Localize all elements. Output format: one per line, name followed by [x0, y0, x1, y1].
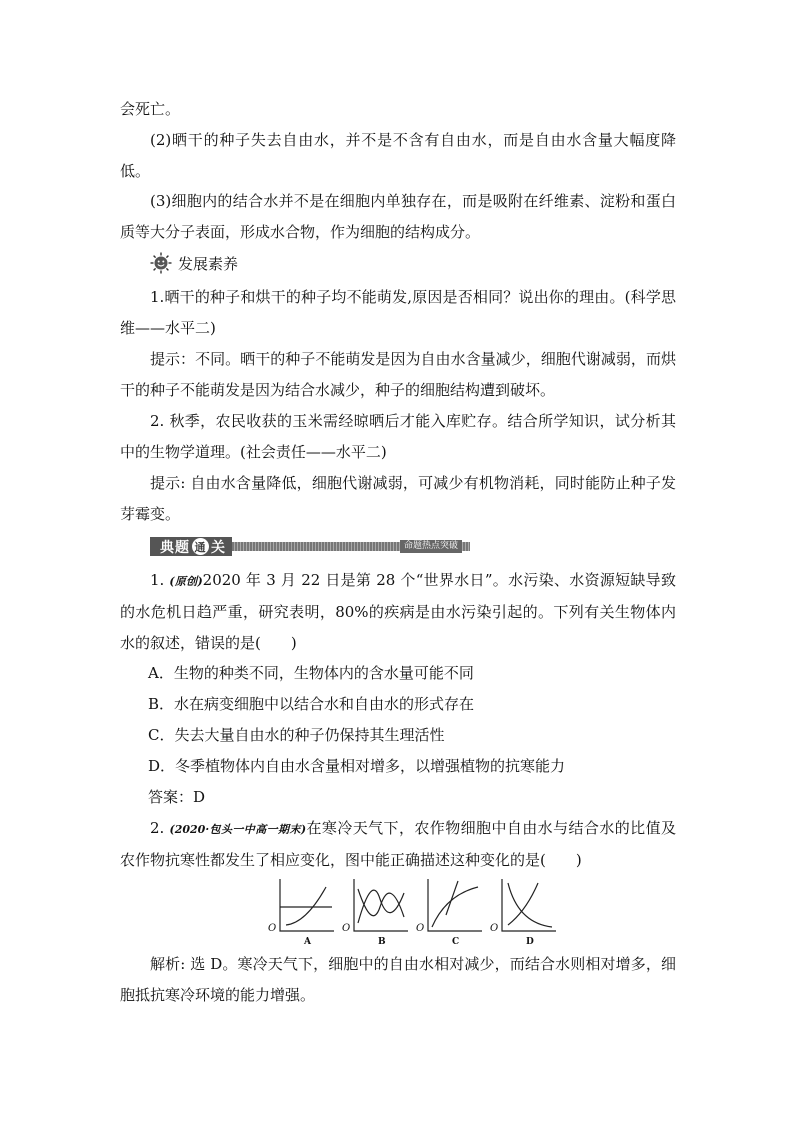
graph-a [268, 877, 336, 947]
graph-c-label: C [452, 937, 460, 947]
intro-line: 会死亡。 [120, 100, 181, 118]
banner-bar [232, 542, 470, 551]
graph-b-label: B [378, 937, 386, 947]
banner-title [150, 537, 232, 556]
section-banner [150, 537, 470, 556]
graph-d [490, 877, 558, 947]
graph-b [342, 877, 410, 947]
question-2-analysis: 解析: 选 D。寒冷天气下，细胞中的自由水相对减少，而结合水则相对增多，细胞抵抗寒冷环境的能力增强。 [120, 955, 676, 1004]
question-2-number: 2. [150, 819, 170, 837]
graph-a-origin: O [268, 923, 277, 934]
question-1-option-b: B．水在病变细胞中以结合水和自由水的形式存在 [148, 695, 475, 713]
development-heading [150, 252, 238, 274]
question-1-answer: 答案：D [148, 788, 206, 806]
question-1-option-a: A．生物的种类不同，生物体内的含水量可能不同 [148, 664, 474, 682]
question-2-text: 在寒冷天气下，农作物细胞中自由水与结合水的比值及农作物抗寒性都发生了相应变化，图中能正确描述这种变化的是( ) [120, 819, 676, 869]
graph-b-origin: O [342, 923, 351, 934]
question-1-option-c: C．失去大量自由水的种子仍保持其生理活性 [148, 726, 445, 744]
smiley-sun-icon [150, 252, 172, 274]
option-graphs [268, 877, 558, 947]
banner-circle-char: 通 [192, 538, 209, 555]
question-1-source: (原创) [169, 575, 203, 588]
development-question-1: 1.晒干的种子和烘干的种子均不能萌发,原因是否相同？说出你的理由。(科学思维——水平二) [120, 288, 676, 337]
development-hint-1: 提示：不同。晒干的种子不能萌发是因为自由水含量减少，细胞代谢减弱，而烘干的种子不能萌发是因为结合水减少，种子的细胞结构遭到破坏。 [120, 350, 676, 399]
question-2-stem [120, 813, 676, 876]
development-question-2: 2. 秋季，农民收获的玉米需经晾晒后才能入库贮存。结合所学知识，试分析其中的生物学道理。(社会责任——水平二) [120, 412, 676, 461]
question-2-source: (2020·包头一中高一期末) [169, 823, 307, 836]
question-1-number: 1. [150, 571, 170, 589]
intro-point-2: (2)晒干的种子失去自由水，并不是不含有自由水，而是自由水含量大幅度降低。 [120, 131, 676, 180]
graph-c [416, 877, 484, 947]
graph-d-origin: O [490, 923, 499, 934]
graph-d-label: D [526, 937, 534, 947]
development-title: 发展素养 [178, 254, 239, 273]
banner-tag: 命题热点突破 [400, 540, 462, 553]
question-1-stem [120, 565, 676, 659]
development-hint-2: 提示: 自由水含量降低，细胞代谢减弱，可减少有机物消耗，同时能防止种子发芽霉变。 [120, 474, 676, 523]
banner-title-a: 典题 [160, 539, 190, 556]
intro-point-3: (3)细胞内的结合水并不是在细胞内单独存在，而是吸附在纤维素、淀粉和蛋白质等大分子表面，形成水合物，作为细胞的结构成分。 [120, 192, 676, 241]
graph-a-label: A [304, 937, 311, 947]
question-1-option-d: D．冬季植物体内自由水含量相对增多，以增强植物的抗寒能力 [148, 757, 566, 775]
banner-title-b: 关 [211, 539, 226, 556]
graph-c-origin: O [416, 923, 425, 934]
question-1-text: 2020 年 3 月 22 日是第 28 个“世界水日”。水污染、水资源短缺导致的水危机日趋严重，研究表明，80%的疾病是由水污染引起的。下列有关生物体内水的叙述，错误的是( ) [120, 571, 676, 652]
